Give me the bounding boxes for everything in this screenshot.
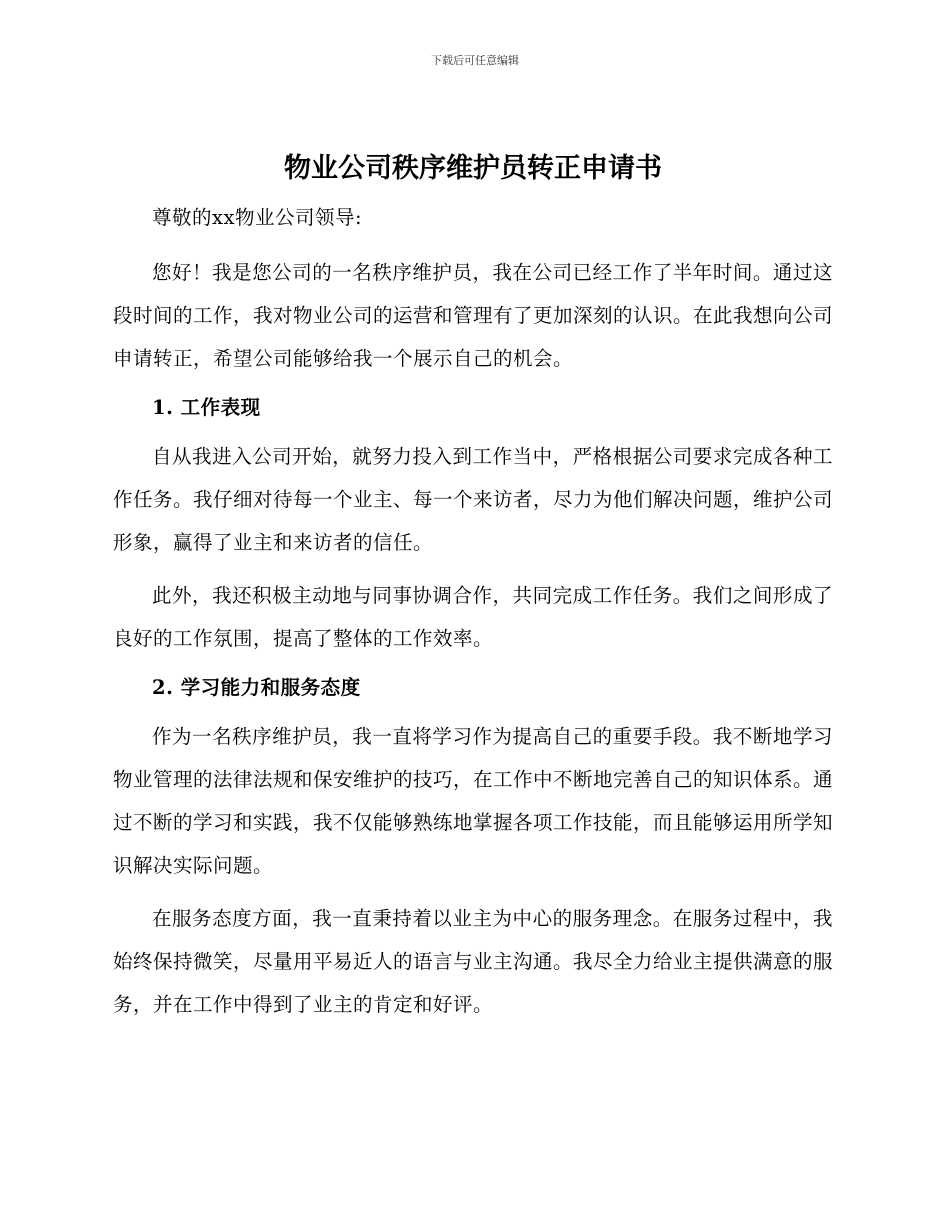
section-heading: 1. 工作表现 xyxy=(152,396,261,419)
section-heading: 2. 学习能力和服务态度 xyxy=(152,676,361,699)
section-learning-service xyxy=(113,666,833,1026)
section-work-performance xyxy=(113,386,833,660)
document-body xyxy=(113,150,833,1026)
salutation: 尊敬的xx物业公司领导: xyxy=(152,206,363,229)
section-paragraph: 此外，我还积极主动地与同事协调合作，共同完成工作任务。我们之间形成了良好的工作氛围，提高了整体的工作效率。 xyxy=(113,584,833,650)
section-paragraph: 在服务态度方面，我一直秉持着以业主为中心的服务理念。在服务过程中，我始终保持微笑，尽量用平易近人的语言与业主沟通。我尽全力给业主提供满意的服务，并在工作中得到了业主的肯定和好评。 xyxy=(113,907,834,1016)
section-paragraph: 作为一名秩序维护员，我一直将学习作为提高自己的重要手段。我不断地学习物业管理的法律法规和保安维护的技巧，在工作中不断地完善自己的知识体系。通过不断的学习和实践，我不仅能够熟练地掌握各项工作技能，而且能够运用所学知识解决实际问题。 xyxy=(113,725,834,877)
section-paragraph: 自从我进入公司开始，就努力投入到工作当中，严格根据公司要求完成各种工作任务。我仔细对待每一个业主、每一个来访者，尽力为他们解决问题，维护公司形象，赢得了业主和来访者的信任。 xyxy=(113,445,834,554)
document-title: 物业公司秩序维护员转正申请书 xyxy=(284,153,662,184)
header-note: 下载后可任意编辑 xyxy=(431,54,519,67)
intro-paragraph: 您好！我是您公司的一名秩序维护员，我在公司已经工作了半年时间。通过这段时间的工作，我对物业公司的运营和管理有了更加深刻的认识。在此我想向公司申请转正，希望公司能够给我一个展示自己的机会。 xyxy=(113,261,834,370)
